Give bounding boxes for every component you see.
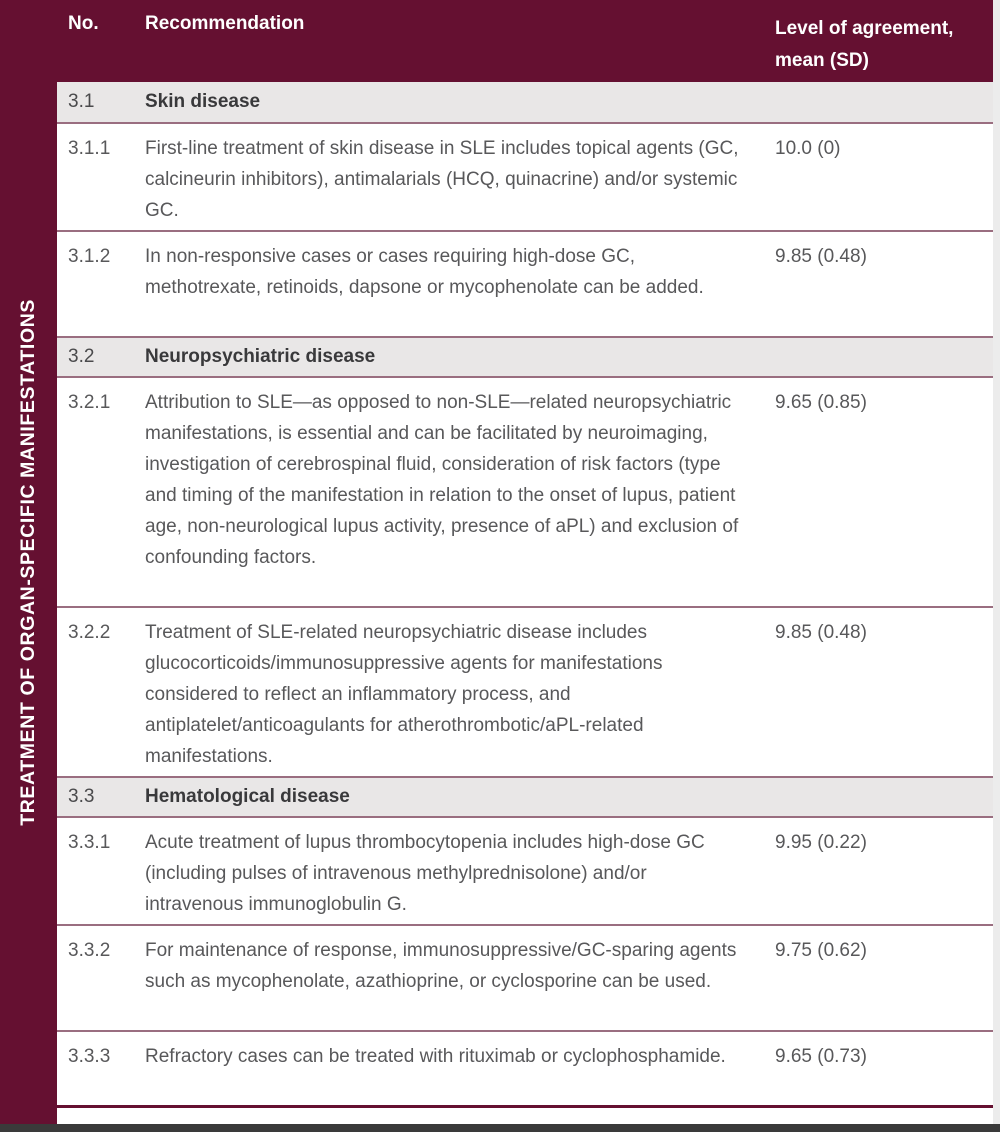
page-right-edge bbox=[993, 0, 1000, 1124]
agreement-value: 9.65 (0.85) bbox=[775, 392, 867, 413]
column-header-agreement-line2: mean (SD) bbox=[775, 50, 869, 71]
row-number: 3.3.2 bbox=[68, 940, 111, 961]
section-title: Neuropsychiatric disease bbox=[145, 346, 376, 367]
sidebar-vertical-title: TREATMENT OF ORGAN-SPECIFIC MANIFESTATIONS bbox=[17, 298, 39, 826]
recommendations-table bbox=[57, 0, 993, 1124]
row-number: 3.1.2 bbox=[68, 246, 111, 267]
row-number: 3.2.1 bbox=[68, 392, 111, 413]
recommendation-text: Treatment of SLE-related neuropsychiatric disease includes glucocorticoids/immunosuppressive agents for manifestations considered to reflect an inflammatory process, and antiplatelet/anticoagulants for atherothrombotic/aPL-related manifestations. bbox=[145, 622, 663, 767]
row-number: 3.1.1 bbox=[68, 138, 111, 159]
table-body bbox=[57, 82, 993, 1124]
section-row-neuropsychiatric-disease bbox=[57, 336, 993, 376]
agreement-value: 9.75 (0.62) bbox=[775, 940, 867, 961]
table-row-3-1-2 bbox=[57, 230, 993, 336]
row-number: 3.2.2 bbox=[68, 622, 111, 643]
column-header-no: No. bbox=[68, 13, 99, 34]
section-row-hematological-disease bbox=[57, 776, 993, 816]
recommendation-text: For maintenance of response, immunosuppressive/GC-sparing agents such as mycophenolate, azathioprine, or cyclosporine can be used. bbox=[145, 940, 737, 992]
table-bottom-rule bbox=[57, 1105, 993, 1124]
table-row-3-2-1 bbox=[57, 376, 993, 606]
column-header-agreement-line1: Level of agreement, bbox=[775, 18, 954, 39]
table-row-3-3-1 bbox=[57, 816, 993, 924]
column-header-agreement bbox=[775, 13, 993, 82]
recommendation-text: In non-responsive cases or cases requiring high-dose GC, methotrexate, retinoids, dapsone or mycophenolate can be added. bbox=[145, 246, 704, 298]
table-row-3-3-2 bbox=[57, 924, 993, 1030]
recommendation-text: Attribution to SLE—as opposed to non-SLE—related neuropsychiatric manifestations, is essential and can be facilitated by neuroimaging, investigation of cerebrospinal fluid, consideration of risk factors (type and timing of the manifestation in relation to the onset of lupus, patient age, non-neurological lupus activity, presence of aPL) and exclusion of confounding factors. bbox=[145, 392, 739, 568]
section-row-skin-disease bbox=[57, 82, 993, 122]
agreement-value: 9.85 (0.48) bbox=[775, 622, 867, 643]
section-number: 3.3 bbox=[68, 786, 95, 807]
section-number: 3.2 bbox=[68, 346, 95, 367]
table-row-3-1-1 bbox=[57, 122, 993, 230]
table-row-3-2-2 bbox=[57, 606, 993, 776]
row-number: 3.3.1 bbox=[68, 832, 111, 853]
section-title: Hematological disease bbox=[145, 786, 350, 807]
section-number: 3.1 bbox=[68, 91, 95, 112]
table-header-row bbox=[57, 0, 993, 82]
section-title: Skin disease bbox=[145, 91, 261, 112]
agreement-value: 9.65 (0.73) bbox=[775, 1046, 867, 1067]
agreement-value: 10.0 (0) bbox=[775, 138, 841, 159]
table-row-3-3-3 bbox=[57, 1030, 993, 1105]
agreement-value: 9.85 (0.48) bbox=[775, 246, 867, 267]
row-number: 3.3.3 bbox=[68, 1046, 111, 1067]
column-header-recommendation: Recommendation bbox=[145, 13, 305, 34]
recommendation-text: Acute treatment of lupus thrombocytopenia includes high-dose GC (including pulses of intravenous methylprednisolone) and/or intravenous immunoglobulin G. bbox=[145, 832, 705, 915]
page-bottom-bar bbox=[0, 1124, 1000, 1132]
recommendation-text: First-line treatment of skin disease in SLE includes topical agents (GC, calcineurin inhibitors), antimalarials (HCQ, quinacrine) and/or systemic GC. bbox=[145, 138, 739, 221]
agreement-value: 9.95 (0.22) bbox=[775, 832, 867, 853]
recommendation-text: Refractory cases can be treated with rituximab or cyclophosphamide. bbox=[145, 1046, 726, 1067]
sidebar bbox=[0, 0, 57, 1124]
